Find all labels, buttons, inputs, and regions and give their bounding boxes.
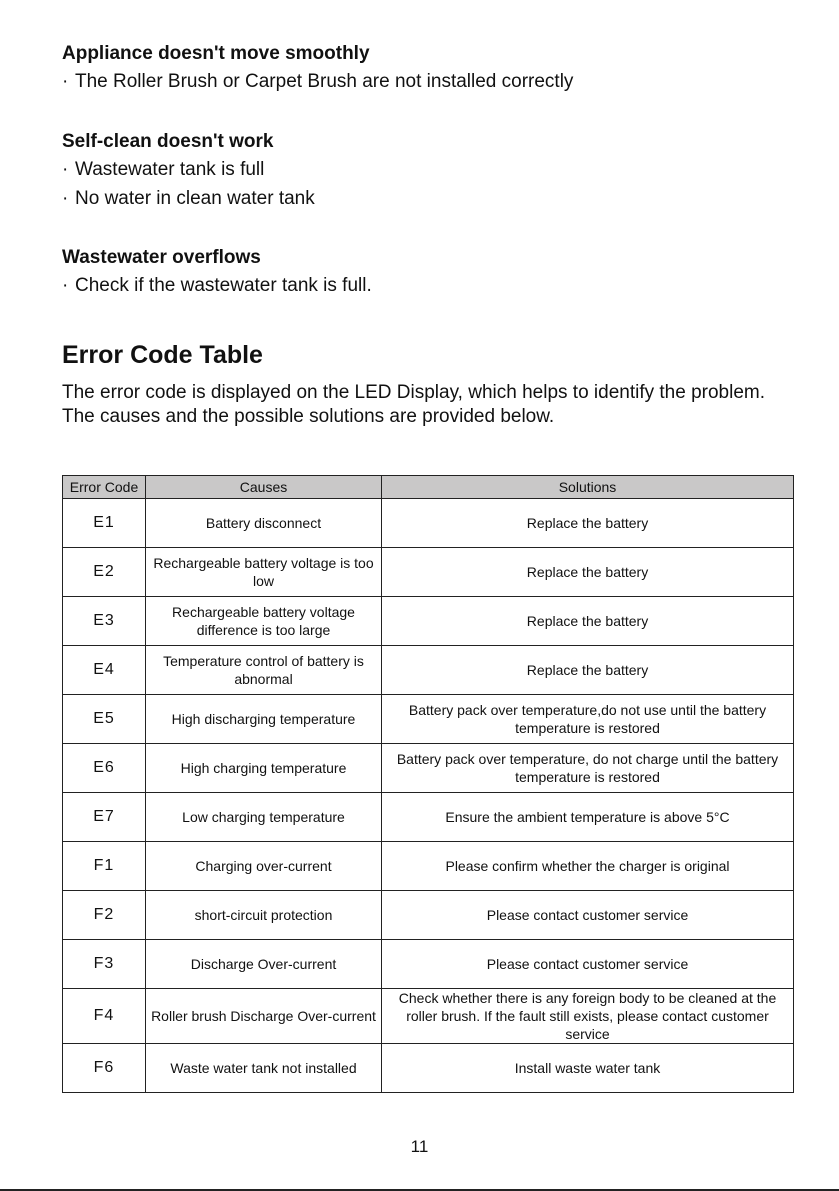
table-header-row: [63, 476, 794, 499]
bullet-text: No water in clean water tank: [75, 188, 315, 209]
error-code-cell: E4: [63, 646, 146, 695]
error-code-cell: F3: [63, 940, 146, 989]
error-code-cell: E6: [63, 744, 146, 793]
bullet-item: [62, 271, 802, 300]
solution-cell: Battery pack over temperature,do not use until the battery temperature is restored: [382, 695, 794, 744]
table-row: [63, 597, 794, 646]
table-row: [63, 744, 794, 793]
solution-cell: Replace the battery: [382, 646, 794, 695]
solution-cell: Please confirm whether the charger is original: [382, 842, 794, 891]
cause-cell: Discharge Over-current: [146, 940, 382, 989]
cause-cell: High discharging temperature: [146, 695, 382, 744]
column-header-error-code: Error Code: [63, 476, 146, 499]
bullet-item: [62, 184, 802, 213]
bullet-dot: ·: [62, 159, 69, 180]
error-code-cell: E7: [63, 793, 146, 842]
table-row: [63, 891, 794, 940]
solution-cell: Battery pack over temperature, do not charge until the battery temperature is restored: [382, 744, 794, 793]
solution-cell: Replace the battery: [382, 499, 794, 548]
column-header-solutions: Solutions: [382, 476, 794, 499]
cause-cell: Battery disconnect: [146, 499, 382, 548]
cause-cell: Charging over-current: [146, 842, 382, 891]
table-row: [63, 989, 794, 1044]
bullet-dot: ·: [62, 188, 69, 209]
table-row: [63, 793, 794, 842]
error-table-heading: Error Code Table: [62, 341, 263, 369]
cause-cell: short-circuit protection: [146, 891, 382, 940]
table-row: [63, 1044, 794, 1093]
bullet-text: Wastewater tank is full: [75, 159, 265, 180]
error-code-cell: F1: [63, 842, 146, 891]
error-code-cell: E1: [63, 499, 146, 548]
section-title: Appliance doesn't move smoothly: [62, 43, 370, 64]
section-title: Self-clean doesn't work: [62, 131, 274, 152]
bullet-item: [62, 67, 802, 96]
column-header-causes: Causes: [146, 476, 382, 499]
solution-cell: Please contact customer service: [382, 940, 794, 989]
solution-cell: Replace the battery: [382, 597, 794, 646]
section-self-clean: [62, 129, 802, 213]
cause-cell: Roller brush Discharge Over-current: [146, 989, 382, 1044]
cause-cell: Waste water tank not installed: [146, 1044, 382, 1093]
error-table-intro: The error code is displayed on the LED Display, which helps to identify the problem. The causes and the possible solutions are provided below.: [62, 382, 766, 427]
table-row: [63, 548, 794, 597]
error-code-cell: E3: [63, 597, 146, 646]
solution-cell: Check whether there is any foreign body to be cleaned at the roller brush. If the fault still exists, please contact customer service: [382, 989, 794, 1044]
table-row: [63, 695, 794, 744]
section-appliance-movement: [62, 41, 802, 96]
cause-cell: Rechargeable battery voltage is too low: [146, 548, 382, 597]
error-code-table: [62, 475, 794, 1093]
solution-cell: Install waste water tank: [382, 1044, 794, 1093]
table-row: [63, 646, 794, 695]
section-title: Wastewater overflows: [62, 247, 261, 268]
cause-cell: Rechargeable battery voltage difference is too large: [146, 597, 382, 646]
table-row: [63, 842, 794, 891]
table-row: [63, 940, 794, 989]
error-code-cell: F6: [63, 1044, 146, 1093]
error-code-cell: E2: [63, 548, 146, 597]
cause-cell: Low charging temperature: [146, 793, 382, 842]
bullet-dot: ·: [62, 71, 69, 92]
bullet-text: The Roller Brush or Carpet Brush are not installed correctly: [75, 71, 574, 92]
cause-cell: High charging temperature: [146, 744, 382, 793]
error-code-cell: F4: [63, 989, 146, 1044]
error-code-cell: E5: [63, 695, 146, 744]
solution-cell: Replace the battery: [382, 548, 794, 597]
solution-cell: Please contact customer service: [382, 891, 794, 940]
bullet-item: [62, 155, 802, 184]
table-row: [63, 499, 794, 548]
section-wastewater-overflow: [62, 245, 802, 300]
bullet-dot: ·: [62, 275, 69, 296]
cause-cell: Temperature control of battery is abnormal: [146, 646, 382, 695]
solution-cell: Ensure the ambient temperature is above 5°C: [382, 793, 794, 842]
page-number: 11: [410, 1137, 429, 1156]
error-code-cell: F2: [63, 891, 146, 940]
bullet-text: Check if the wastewater tank is full.: [75, 275, 372, 296]
